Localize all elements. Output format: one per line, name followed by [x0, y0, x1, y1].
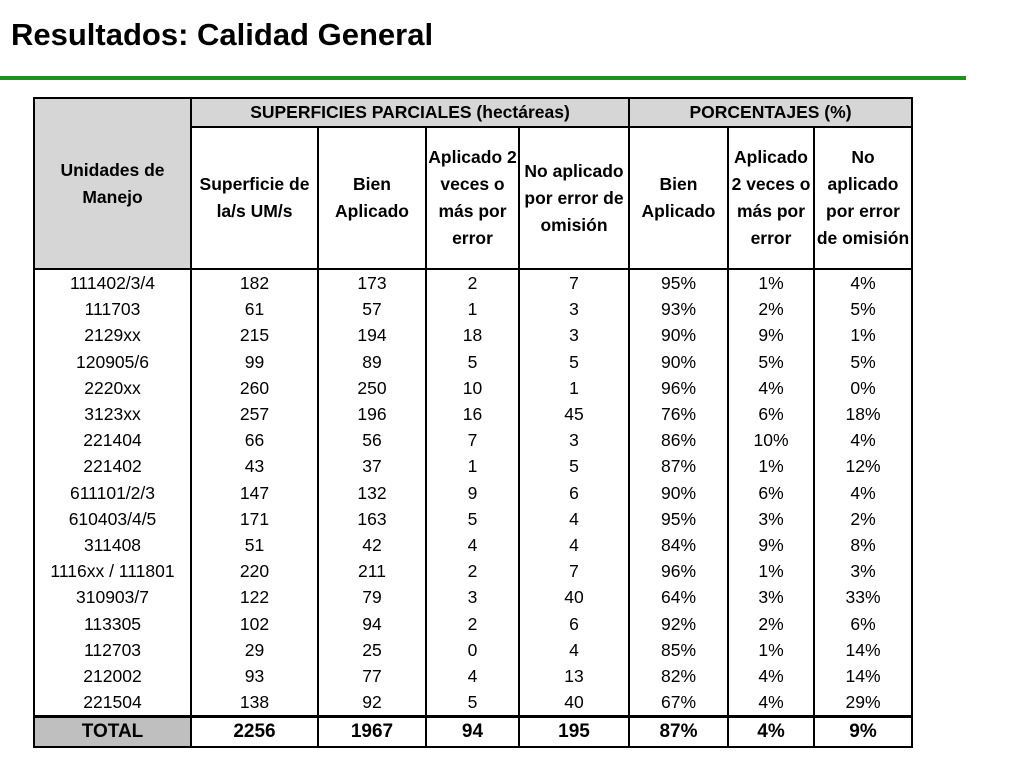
value-cell: 93% — [629, 296, 728, 322]
header-unidades-de-manejo: Unidades de Manejo — [34, 98, 191, 269]
unit-cell: 3123xx — [34, 401, 191, 427]
table-row — [34, 610, 912, 636]
total-value: 87% — [629, 717, 728, 748]
value-cell: 42 — [318, 532, 426, 558]
value-cell: 94 — [318, 610, 426, 636]
value-cell: 87% — [629, 453, 728, 479]
value-cell: 7 — [426, 427, 519, 453]
value-cell: 29 — [191, 637, 318, 663]
header-no-aplicado: No aplicado por error de omisión — [519, 127, 629, 269]
value-cell: 13 — [519, 663, 629, 689]
value-cell: 4 — [426, 663, 519, 689]
value-cell: 3 — [519, 322, 629, 348]
value-cell: 93 — [191, 663, 318, 689]
value-cell: 4% — [814, 480, 912, 506]
total-value: 94 — [426, 717, 519, 748]
value-cell: 6% — [814, 610, 912, 636]
value-cell: 2% — [728, 610, 814, 636]
value-cell: 4 — [519, 637, 629, 663]
header-porcentajes: PORCENTAJES (%) — [629, 98, 912, 127]
value-cell: 14% — [814, 637, 912, 663]
value-cell: 8% — [814, 532, 912, 558]
table-row — [34, 532, 912, 558]
unit-cell: 610403/4/5 — [34, 506, 191, 532]
value-cell: 6 — [519, 610, 629, 636]
value-cell: 0 — [426, 637, 519, 663]
value-cell: 2% — [814, 506, 912, 532]
value-cell: 5% — [814, 349, 912, 375]
table-row — [34, 689, 912, 717]
table-row — [34, 506, 912, 532]
value-cell: 57 — [318, 296, 426, 322]
total-row — [34, 717, 912, 748]
value-cell: 4% — [814, 427, 912, 453]
page-title: Resultados: Calidad General — [11, 17, 434, 52]
value-cell: 76% — [629, 401, 728, 427]
value-cell: 147 — [191, 480, 318, 506]
value-cell: 2 — [426, 610, 519, 636]
table-row — [34, 349, 912, 375]
table-row — [34, 427, 912, 453]
header-bien-aplicado: Bien Aplicado — [318, 127, 426, 269]
value-cell: 138 — [191, 689, 318, 717]
value-cell: 6% — [728, 480, 814, 506]
value-cell: 64% — [629, 584, 728, 610]
value-cell: 196 — [318, 401, 426, 427]
value-cell: 260 — [191, 375, 318, 401]
value-cell: 3% — [728, 506, 814, 532]
value-cell: 173 — [318, 269, 426, 296]
header-pct-bien-aplicado: Bien Aplicado — [629, 127, 728, 269]
unit-cell: 2129xx — [34, 322, 191, 348]
value-cell: 85% — [629, 637, 728, 663]
title-divider — [0, 76, 966, 80]
table-row — [34, 296, 912, 322]
table-row — [34, 269, 912, 296]
value-cell: 40 — [519, 689, 629, 717]
unit-cell: 112703 — [34, 637, 191, 663]
value-cell: 77 — [318, 663, 426, 689]
value-cell: 0% — [814, 375, 912, 401]
value-cell: 1% — [728, 637, 814, 663]
value-cell: 4% — [728, 375, 814, 401]
table-row — [34, 663, 912, 689]
value-cell: 89 — [318, 349, 426, 375]
value-cell: 3% — [728, 584, 814, 610]
value-cell: 12% — [814, 453, 912, 479]
unit-cell: 111703 — [34, 296, 191, 322]
table-row — [34, 584, 912, 610]
value-cell: 25 — [318, 637, 426, 663]
value-cell: 99 — [191, 349, 318, 375]
unit-cell: 221402 — [34, 453, 191, 479]
unit-cell: 120905/6 — [34, 349, 191, 375]
value-cell: 132 — [318, 480, 426, 506]
unit-cell: 2220xx — [34, 375, 191, 401]
value-cell: 211 — [318, 558, 426, 584]
value-cell: 2% — [728, 296, 814, 322]
value-cell: 250 — [318, 375, 426, 401]
value-cell: 4% — [728, 663, 814, 689]
table-row — [34, 453, 912, 479]
value-cell: 90% — [629, 349, 728, 375]
table-row — [34, 322, 912, 348]
unit-cell: 113305 — [34, 610, 191, 636]
value-cell: 43 — [191, 453, 318, 479]
total-value: 1967 — [318, 717, 426, 748]
value-cell: 95% — [629, 269, 728, 296]
value-cell: 6% — [728, 401, 814, 427]
value-cell: 5 — [426, 349, 519, 375]
value-cell: 79 — [318, 584, 426, 610]
unit-cell: 111402/3/4 — [34, 269, 191, 296]
value-cell: 215 — [191, 322, 318, 348]
value-cell: 10 — [426, 375, 519, 401]
value-cell: 1 — [519, 375, 629, 401]
table-row — [34, 401, 912, 427]
header-aplicado-2-veces: Aplicado 2 veces o más por error — [426, 127, 519, 269]
value-cell: 3% — [814, 558, 912, 584]
value-cell: 6 — [519, 480, 629, 506]
value-cell: 10% — [728, 427, 814, 453]
value-cell: 95% — [629, 506, 728, 532]
value-cell: 3 — [426, 584, 519, 610]
value-cell: 96% — [629, 558, 728, 584]
value-cell: 171 — [191, 506, 318, 532]
value-cell: 9% — [728, 322, 814, 348]
value-cell: 9 — [426, 480, 519, 506]
value-cell: 92 — [318, 689, 426, 717]
value-cell: 3 — [519, 427, 629, 453]
value-cell: 7 — [519, 269, 629, 296]
value-cell: 37 — [318, 453, 426, 479]
value-cell: 96% — [629, 375, 728, 401]
value-cell: 2 — [426, 558, 519, 584]
total-value: 9% — [814, 717, 912, 748]
header-pct-no-aplicado: No aplicado por error de omisión — [814, 127, 912, 269]
unit-cell: 212002 — [34, 663, 191, 689]
value-cell: 4 — [426, 532, 519, 558]
value-cell: 4% — [728, 689, 814, 717]
value-cell: 90% — [629, 322, 728, 348]
unit-cell: 1116xx / 111801 — [34, 558, 191, 584]
value-cell: 257 — [191, 401, 318, 427]
header-superficies-parciales: SUPERFICIES PARCIALES (hectáreas) — [191, 98, 629, 127]
value-cell: 86% — [629, 427, 728, 453]
value-cell: 5 — [426, 506, 519, 532]
total-value: 195 — [519, 717, 629, 748]
unit-cell: 221504 — [34, 689, 191, 717]
value-cell: 102 — [191, 610, 318, 636]
table-row — [34, 480, 912, 506]
value-cell: 18% — [814, 401, 912, 427]
unit-cell: 310903/7 — [34, 584, 191, 610]
total-label: TOTAL — [34, 717, 191, 748]
value-cell: 92% — [629, 610, 728, 636]
value-cell: 5 — [426, 689, 519, 717]
total-value: 4% — [728, 717, 814, 748]
value-cell: 29% — [814, 689, 912, 717]
value-cell: 4 — [519, 532, 629, 558]
value-cell: 1 — [426, 296, 519, 322]
unit-cell: 611101/2/3 — [34, 480, 191, 506]
value-cell: 45 — [519, 401, 629, 427]
value-cell: 2 — [426, 269, 519, 296]
value-cell: 182 — [191, 269, 318, 296]
value-cell: 1 — [426, 453, 519, 479]
table-row — [34, 558, 912, 584]
value-cell: 163 — [318, 506, 426, 532]
value-cell: 18 — [426, 322, 519, 348]
value-cell: 5 — [519, 349, 629, 375]
value-cell: 1% — [728, 453, 814, 479]
value-cell: 1% — [814, 322, 912, 348]
value-cell: 33% — [814, 584, 912, 610]
value-cell: 194 — [318, 322, 426, 348]
value-cell: 40 — [519, 584, 629, 610]
header-pct-aplicado-2-veces: Aplicado 2 veces o más por error — [728, 127, 814, 269]
value-cell: 1% — [728, 269, 814, 296]
value-cell: 3 — [519, 296, 629, 322]
table-row — [34, 637, 912, 663]
total-value: 2256 — [191, 717, 318, 748]
value-cell: 220 — [191, 558, 318, 584]
value-cell: 4 — [519, 506, 629, 532]
value-cell: 9% — [728, 532, 814, 558]
value-cell: 51 — [191, 532, 318, 558]
header-superficie: Superficie de la/s UM/s — [191, 127, 318, 269]
table-row — [34, 375, 912, 401]
value-cell: 16 — [426, 401, 519, 427]
value-cell: 56 — [318, 427, 426, 453]
value-cell: 1% — [728, 558, 814, 584]
value-cell: 122 — [191, 584, 318, 610]
value-cell: 14% — [814, 663, 912, 689]
value-cell: 84% — [629, 532, 728, 558]
value-cell: 90% — [629, 480, 728, 506]
value-cell: 4% — [814, 269, 912, 296]
table-body — [34, 269, 912, 747]
unit-cell: 311408 — [34, 532, 191, 558]
value-cell: 5 — [519, 453, 629, 479]
value-cell: 82% — [629, 663, 728, 689]
value-cell: 7 — [519, 558, 629, 584]
value-cell: 5% — [728, 349, 814, 375]
results-table — [33, 97, 913, 748]
value-cell: 66 — [191, 427, 318, 453]
unit-cell: 221404 — [34, 427, 191, 453]
value-cell: 67% — [629, 689, 728, 717]
value-cell: 61 — [191, 296, 318, 322]
value-cell: 5% — [814, 296, 912, 322]
